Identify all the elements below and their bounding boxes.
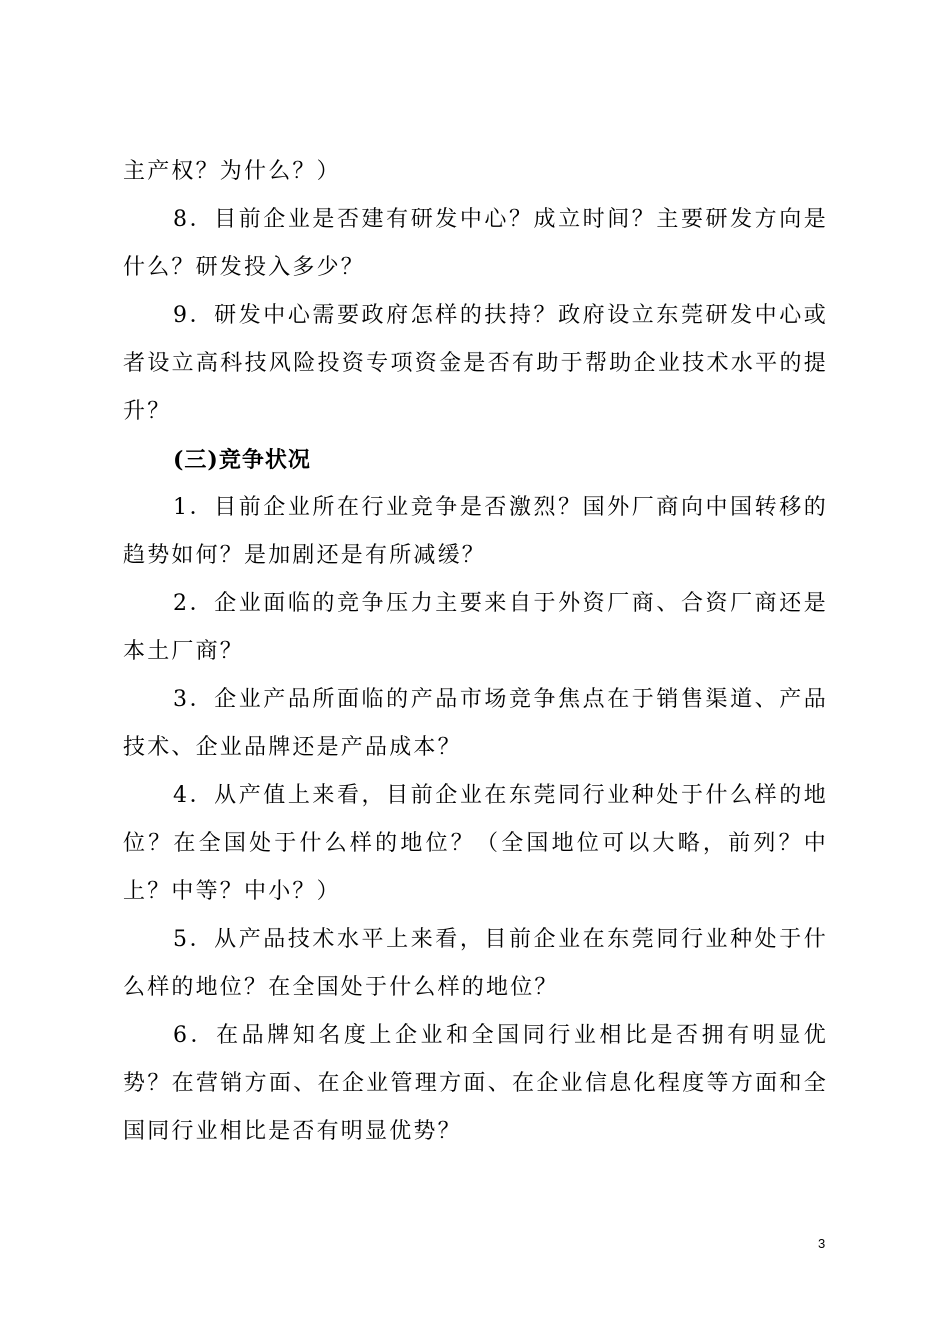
competition-item-4: 4．从产值上来看，目前企业在东莞同行业种处于什么样的地位？在全国处于什么样的地位？（全国地位可以大略，前列？中上？中等？中小？）	[123, 783, 828, 904]
competition-item-5: 5．从产品技术水平上来看，目前企业在东莞同行业种处于什么样的地位？在全国处于什么样的地位？	[123, 927, 828, 1000]
paragraph-item-8: 8．目前企业是否建有研发中心？成立时间？主要研发方向是什么？研发投入多少？	[123, 207, 828, 280]
page-number: 3	[818, 1236, 826, 1251]
competition-item-2: 2．企业面临的竞争压力主要来自于外资厂商、合资厂商还是本土厂商？	[123, 591, 828, 664]
paragraph-item-9: 9．研发中心需要政府怎样的扶持？政府设立东莞研发中心或者设立高科技风险投资专项资金是否有助于帮助企业技术水平的提升？	[123, 303, 828, 424]
paragraph-continuation: 主产权？为什么？）	[123, 159, 341, 184]
page-body	[123, 148, 828, 1156]
competition-item-3: 3．企业产品所面临的产品市场竞争焦点在于销售渠道、产品技术、企业品牌还是产品成本？	[123, 687, 828, 760]
competition-item-6: 6．在品牌知名度上企业和全国同行业相比是否拥有明显优势？在营销方面、在企业管理方面、在企业信息化程度等方面和全国同行业相比是否有明显优势？	[123, 1023, 828, 1144]
competition-item-1: 1．目前企业所在行业竞争是否激烈？国外厂商向中国转移的趋势如何？是加剧还是有所减缓？	[123, 495, 828, 568]
section-heading: (三)竞争状况	[173, 447, 311, 473]
